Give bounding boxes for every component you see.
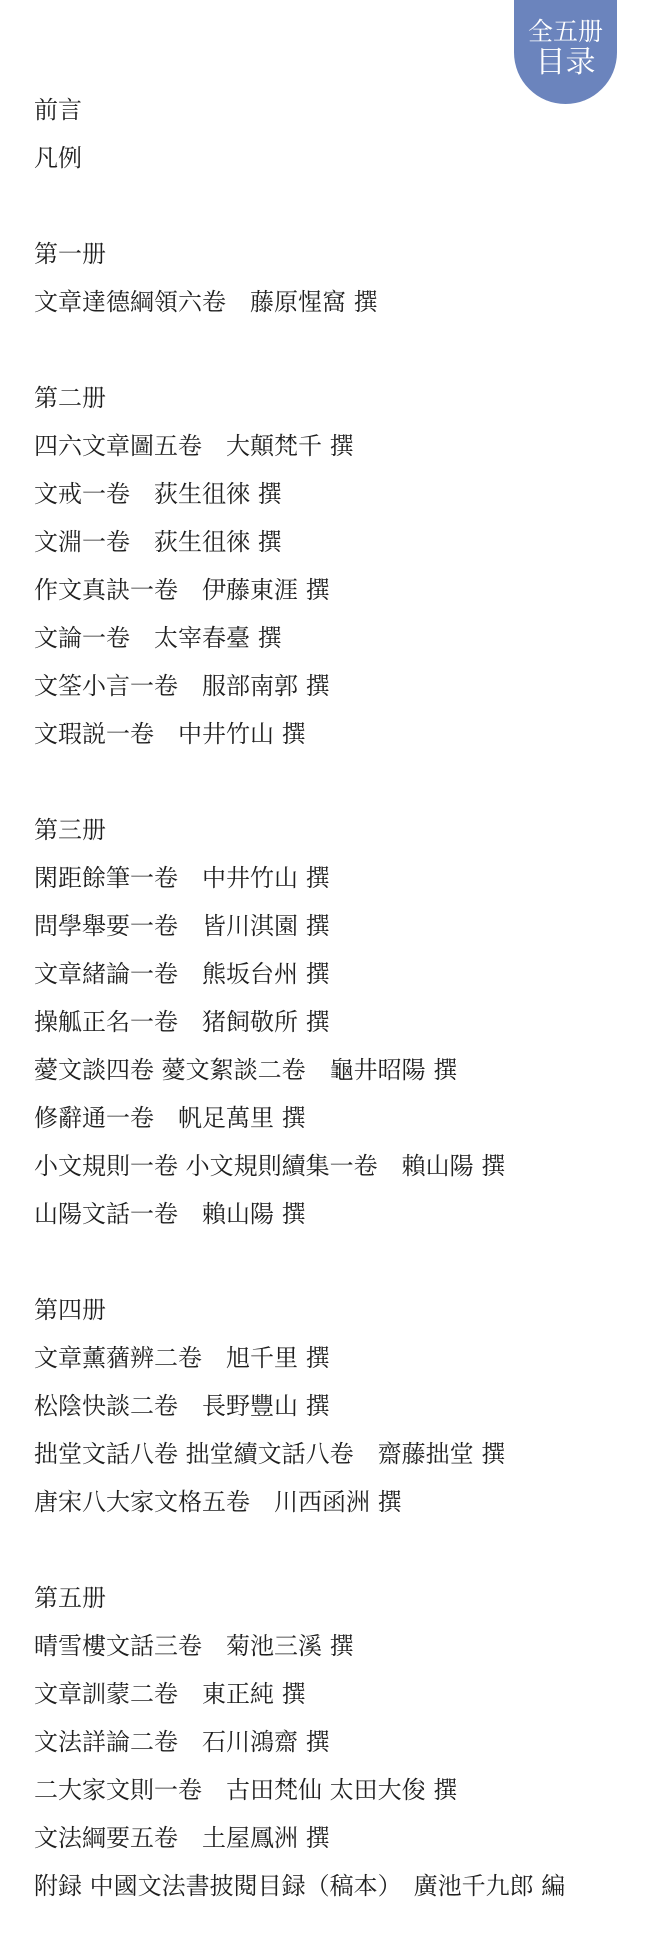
toc-item[interactable]: 修辭通一卷 帆足萬里 撰: [34, 1104, 306, 1132]
badge-volume-count: 全五册: [527, 17, 603, 47]
toc-item[interactable]: 文瑕説一卷 中井竹山 撰: [34, 720, 306, 748]
toc-item[interactable]: 松陰快談二卷 長野豐山 撰: [34, 1392, 330, 1420]
volume-2-heading: 第二册: [34, 384, 106, 412]
toc-item[interactable]: 薆文談四卷 薆文絮談二卷 龜井昭陽 撰: [34, 1056, 458, 1084]
volume-4-heading: 第四册: [34, 1296, 106, 1324]
badge-toc-label: 目录: [535, 45, 596, 81]
toc-item[interactable]: 拙堂文話八卷 拙堂續文話八卷 齋藤拙堂 撰: [34, 1440, 506, 1468]
volume-3-heading: 第三册: [34, 816, 106, 844]
volume-5-heading: 第五册: [34, 1584, 106, 1612]
toc-item-preface[interactable]: 前言: [34, 96, 82, 124]
toc-item[interactable]: 小文規則一卷 小文規則續集一卷 賴山陽 撰: [34, 1152, 506, 1180]
toc-item[interactable]: 山陽文話一卷 賴山陽 撰: [34, 1200, 306, 1228]
toc-item[interactable]: 晴雪樓文話三卷 菊池三溪 撰: [34, 1632, 354, 1660]
toc-item[interactable]: 文筌小言一卷 服部南郭 撰: [34, 672, 330, 700]
toc-item[interactable]: 附録 中國文法書披閱目録（稿本） 廣池千九郎 編: [34, 1872, 566, 1900]
toc-item[interactable]: 文章達德綱領六卷 藤原惺窩 撰: [34, 288, 378, 316]
toc-item[interactable]: 文法綱要五卷 土屋鳳洲 撰: [34, 1824, 330, 1852]
toc-item[interactable]: 問學舉要一卷 皆川淇園 撰: [34, 912, 330, 940]
toc-item[interactable]: 作文真訣一卷 伊藤東涯 撰: [34, 576, 330, 604]
toc-item[interactable]: 閑距餘筆一卷 中井竹山 撰: [34, 864, 330, 892]
toc-item[interactable]: 文戒一卷 荻生徂徠 撰: [34, 480, 282, 508]
toc-item[interactable]: 文論一卷 太宰春臺 撰: [34, 624, 282, 652]
toc-item[interactable]: 文章薰蕕辨二卷 旭千里 撰: [34, 1344, 330, 1372]
toc-item[interactable]: 文淵一卷 荻生徂徠 撰: [34, 528, 282, 556]
table-of-contents: [34, 86, 633, 1910]
toc-item[interactable]: 唐宋八大家文格五卷 川西函洲 撰: [34, 1488, 402, 1516]
volume-1-heading: 第一册: [34, 240, 106, 268]
toc-item-notes[interactable]: 凡例: [34, 144, 82, 172]
toc-item[interactable]: 二大家文則一卷 古田梵仙 太田大俊 撰: [34, 1776, 458, 1804]
toc-item[interactable]: 文章訓蒙二卷 東正純 撰: [34, 1680, 306, 1708]
toc-item[interactable]: 文法詳論二卷 石川鴻齋 撰: [34, 1728, 330, 1756]
toc-item[interactable]: 操觚正名一卷 猪飼敬所 撰: [34, 1008, 330, 1036]
toc-item[interactable]: 四六文章圖五卷 大顛梵千 撰: [34, 432, 354, 460]
toc-item[interactable]: 文章緒論一卷 熊坂台州 撰: [34, 960, 330, 988]
